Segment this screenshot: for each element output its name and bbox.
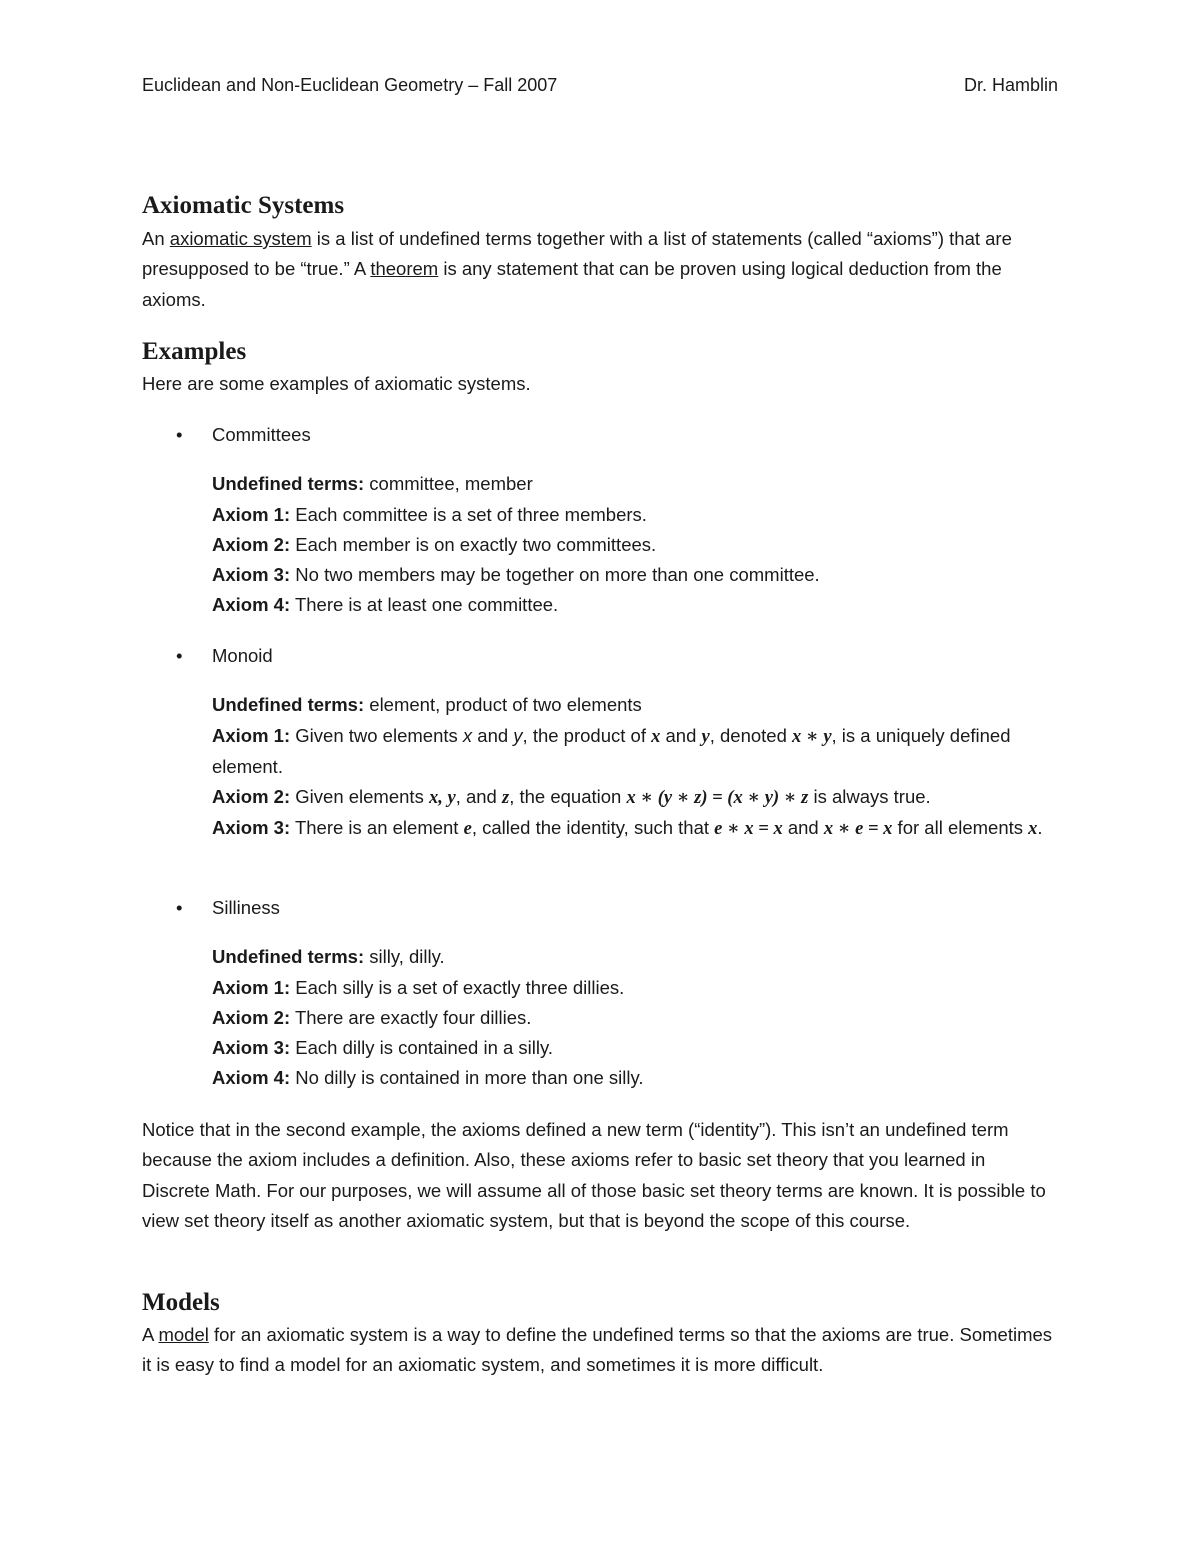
section-axiomatic-systems	[142, 191, 1058, 315]
term-axiomatic-system: axiomatic system	[169, 228, 312, 249]
axiom-1: Axiom 1: Each committee is a set of three members.	[212, 503, 647, 525]
example-monoid	[142, 641, 1058, 845]
section-title: Axiomatic Systems	[142, 192, 345, 219]
axiom-list	[142, 942, 1058, 1093]
section-title: Models	[142, 1289, 220, 1316]
bullet-icon: •	[176, 424, 183, 445]
models-paragraph: A model for an axiomatic system is a way to define the undefined terms so that the axioms are true. Sometimes it is easy to find a model for an axiomatic system, and sometimes it is more difficult.	[142, 1324, 1053, 1376]
section-examples	[142, 337, 1058, 399]
axiom-2: Axiom 2: Each member is on exactly two committees.	[212, 533, 657, 555]
axiom-4: Axiom 4: No dilly is contained in more than one silly.	[212, 1067, 644, 1089]
text: is a list of undefined terms together with a list of statements (called “axioms”) that are presupposed to be “true.” A	[142, 228, 1012, 280]
notice-paragraph: Notice that in the second example, the axioms defined a new term (“identity”). This isn’t an undefined term because the axiom includes a definition. Also, these axioms refer to basic set theory that you learned in Discrete Math. For our purposes, we will assume all of those basic set theory terms are known. It is possible to view set theory itself as another axiomatic system, but that is beyond the scope of this course.	[142, 1119, 1046, 1231]
axiom-1: Axiom 1: Given two elements x and y, the product of x and y, denoted x ∗ y, is a uniquely defined element.	[212, 724, 1011, 777]
text: An	[142, 228, 170, 249]
axiom-4: Axiom 4: There is at least one committee.	[212, 594, 559, 616]
notice-paragraph-block	[142, 1115, 1058, 1236]
example-name: Monoid	[212, 645, 273, 666]
text: is any statement that can be proven using logical deduction from the axioms.	[142, 258, 1002, 310]
example-name: Silliness	[212, 897, 280, 918]
example-silliness	[142, 893, 1058, 1094]
example-committees	[142, 420, 1058, 621]
axiom-1: Axiom 1: Each silly is a set of exactly three dillies.	[212, 976, 625, 998]
axiom-3: Axiom 3: Each dilly is contained in a silly.	[212, 1037, 554, 1059]
axiom-2: Axiom 2: There are exactly four dillies.	[212, 1006, 532, 1028]
course-title: Euclidean and Non-Euclidean Geometry – Fall 2007	[142, 75, 558, 95]
example-name: Committees	[212, 424, 311, 445]
axiom-2: Axiom 2: Given elements x, y, and z, the equation x ∗ (y ∗ z) = (x ∗ y) ∗ z is always true.	[212, 786, 931, 809]
examples-intro: Here are some examples of axiomatic systems.	[142, 373, 531, 394]
term-model: model	[158, 1324, 209, 1345]
bullet-icon: •	[176, 897, 183, 918]
list-item	[142, 893, 1058, 923]
instructor-name: Dr. Hamblin	[963, 75, 1058, 95]
list-item	[142, 641, 1058, 671]
term-theorem: theorem	[370, 258, 439, 280]
section-models	[142, 1288, 1058, 1381]
list-item	[142, 420, 1058, 450]
axiom-list	[142, 690, 1058, 844]
axiom-3: Axiom 3: No two members may be together on more than one committee.	[212, 564, 820, 586]
definition-paragraph	[142, 224, 1058, 315]
axiom-3: Axiom 3: There is an element e, called the identity, such that e ∗ x = x and x ∗ e = x for all elements x.	[212, 817, 1043, 840]
bullet-icon: •	[176, 645, 183, 666]
undefined-terms: Undefined terms: element, product of two elements	[212, 694, 642, 716]
undefined-terms: Undefined terms: silly, dilly.	[212, 946, 445, 968]
axiom-list	[142, 469, 1058, 620]
section-title: Examples	[142, 338, 247, 365]
undefined-terms: Undefined terms: committee, member	[212, 473, 533, 495]
